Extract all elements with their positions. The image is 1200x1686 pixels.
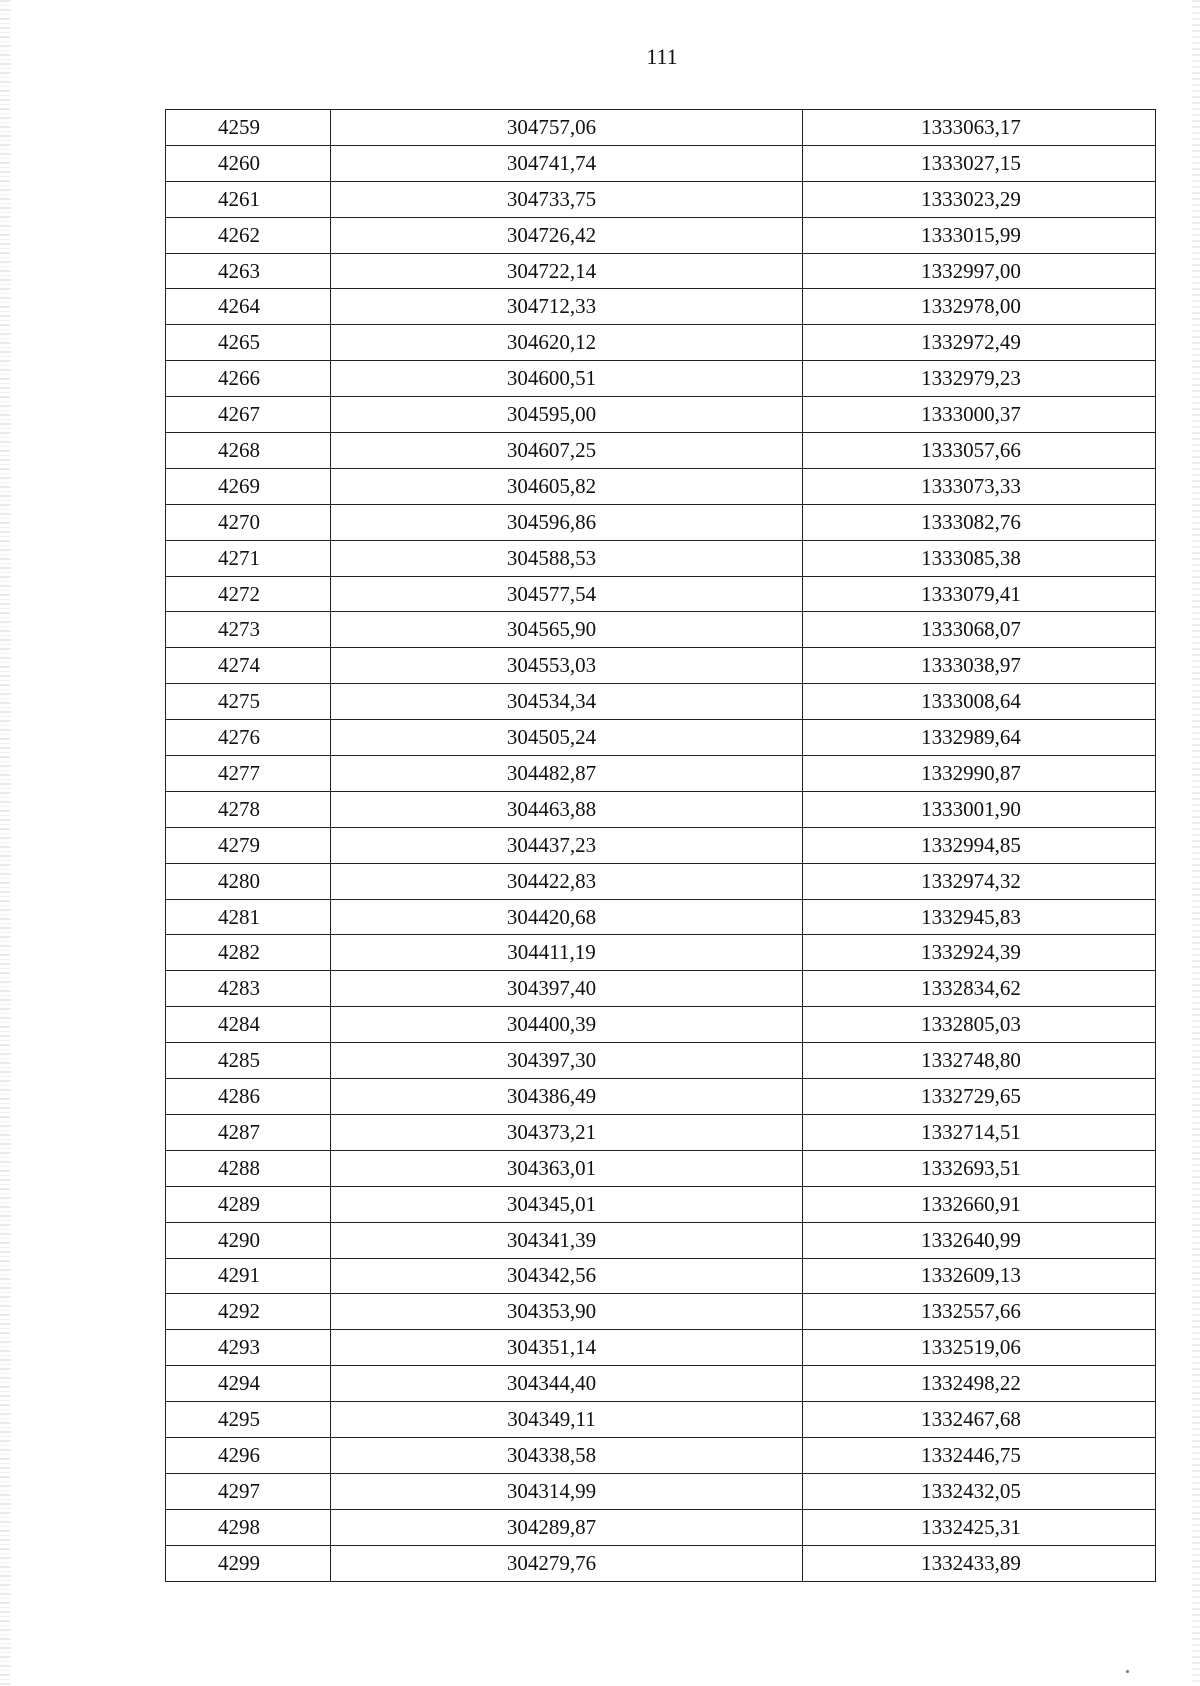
table-row: [166, 756, 1156, 792]
table-row: [166, 576, 1156, 612]
table-row: [166, 1402, 1156, 1438]
table-row: [166, 1509, 1156, 1545]
coordinate-x-cell: 1333023,29: [803, 181, 1156, 217]
point-number-cell: 4291: [166, 1258, 331, 1294]
coordinate-x-cell: 1332924,39: [803, 935, 1156, 971]
coordinate-x-cell: 1332498,22: [803, 1366, 1156, 1402]
table-row: [166, 181, 1156, 217]
coordinate-x-cell: 1333063,17: [803, 110, 1156, 146]
point-number-cell: 4281: [166, 899, 331, 935]
coordinate-x-cell: 1332446,75: [803, 1437, 1156, 1473]
point-number-cell: 4266: [166, 361, 331, 397]
coordinate-y-cell: 304289,87: [331, 1509, 803, 1545]
coordinates-table-body: [166, 110, 1156, 1582]
coordinate-y-cell: 304605,82: [331, 468, 803, 504]
coordinate-x-cell: 1332467,68: [803, 1402, 1156, 1438]
scan-speck: [1126, 1670, 1129, 1673]
point-number-cell: 4283: [166, 971, 331, 1007]
table-row: [166, 361, 1156, 397]
table-row: [166, 827, 1156, 863]
point-number-cell: 4288: [166, 1150, 331, 1186]
coordinate-y-cell: 304463,88: [331, 791, 803, 827]
table-row: [166, 1007, 1156, 1043]
coordinate-y-cell: 304386,49: [331, 1079, 803, 1115]
coordinate-x-cell: 1332714,51: [803, 1114, 1156, 1150]
point-number-cell: 4295: [166, 1402, 331, 1438]
coordinate-x-cell: 1332974,32: [803, 863, 1156, 899]
table-row: [166, 899, 1156, 935]
coordinate-y-cell: 304345,01: [331, 1186, 803, 1222]
point-number-cell: 4290: [166, 1222, 331, 1258]
point-number-cell: 4267: [166, 397, 331, 433]
point-number-cell: 4296: [166, 1437, 331, 1473]
point-number-cell: 4284: [166, 1007, 331, 1043]
coordinate-x-cell: 1332519,06: [803, 1330, 1156, 1366]
coordinate-y-cell: 304363,01: [331, 1150, 803, 1186]
coordinate-y-cell: 304600,51: [331, 361, 803, 397]
table-row: [166, 1545, 1156, 1581]
coordinate-x-cell: 1333008,64: [803, 684, 1156, 720]
coordinate-y-cell: 304397,40: [331, 971, 803, 1007]
point-number-cell: 4276: [166, 720, 331, 756]
coordinate-y-cell: 304349,11: [331, 1402, 803, 1438]
table-row: [166, 468, 1156, 504]
table-row: [166, 1437, 1156, 1473]
coordinate-y-cell: 304437,23: [331, 827, 803, 863]
point-number-cell: 4260: [166, 145, 331, 181]
point-number-cell: 4279: [166, 827, 331, 863]
point-number-cell: 4259: [166, 110, 331, 146]
coordinates-table: [165, 109, 1156, 1582]
table-row: [166, 935, 1156, 971]
point-number-cell: 4299: [166, 1545, 331, 1581]
coordinate-x-cell: 1333057,66: [803, 433, 1156, 469]
coordinate-y-cell: 304595,00: [331, 397, 803, 433]
coordinate-x-cell: 1332805,03: [803, 1007, 1156, 1043]
table-row: [166, 684, 1156, 720]
table-row: [166, 433, 1156, 469]
table-row: [166, 540, 1156, 576]
coordinate-x-cell: 1333015,99: [803, 217, 1156, 253]
table-row: [166, 397, 1156, 433]
table-row: [166, 863, 1156, 899]
table-row: [166, 1294, 1156, 1330]
table-row: [166, 289, 1156, 325]
coordinate-x-cell: 1332990,87: [803, 756, 1156, 792]
point-number-cell: 4277: [166, 756, 331, 792]
point-number-cell: 4297: [166, 1473, 331, 1509]
table-row: [166, 1043, 1156, 1079]
coordinate-x-cell: 1332979,23: [803, 361, 1156, 397]
point-number-cell: 4269: [166, 468, 331, 504]
coordinate-x-cell: 1332609,13: [803, 1258, 1156, 1294]
point-number-cell: 4298: [166, 1509, 331, 1545]
coordinate-x-cell: 1333082,76: [803, 504, 1156, 540]
coordinate-x-cell: 1332945,83: [803, 899, 1156, 935]
point-number-cell: 4294: [166, 1366, 331, 1402]
table-row: [166, 1330, 1156, 1366]
point-number-cell: 4268: [166, 433, 331, 469]
table-row: [166, 720, 1156, 756]
coordinate-x-cell: 1332729,65: [803, 1079, 1156, 1115]
table-row: [166, 1186, 1156, 1222]
coordinate-y-cell: 304733,75: [331, 181, 803, 217]
table-row: [166, 612, 1156, 648]
table-row: [166, 648, 1156, 684]
coordinate-x-cell: 1333073,33: [803, 468, 1156, 504]
coordinate-y-cell: 304534,34: [331, 684, 803, 720]
coordinate-y-cell: 304420,68: [331, 899, 803, 935]
coordinate-x-cell: 1333001,90: [803, 791, 1156, 827]
coordinate-x-cell: 1332748,80: [803, 1043, 1156, 1079]
point-number-cell: 4272: [166, 576, 331, 612]
coordinate-y-cell: 304341,39: [331, 1222, 803, 1258]
table-row: [166, 145, 1156, 181]
table-row: [166, 1150, 1156, 1186]
coordinate-x-cell: 1333038,97: [803, 648, 1156, 684]
table-row: [166, 791, 1156, 827]
page-number: 111: [646, 44, 678, 69]
coordinate-y-cell: 304353,90: [331, 1294, 803, 1330]
table-row: [166, 1473, 1156, 1509]
coordinate-x-cell: 1332660,91: [803, 1186, 1156, 1222]
point-number-cell: 4271: [166, 540, 331, 576]
table-row: [166, 1114, 1156, 1150]
coordinate-x-cell: 1332994,85: [803, 827, 1156, 863]
coordinate-y-cell: 304565,90: [331, 612, 803, 648]
point-number-cell: 4280: [166, 863, 331, 899]
coordinate-x-cell: 1332432,05: [803, 1473, 1156, 1509]
coordinate-y-cell: 304577,54: [331, 576, 803, 612]
coordinate-y-cell: 304344,40: [331, 1366, 803, 1402]
coordinate-y-cell: 304722,14: [331, 253, 803, 289]
point-number-cell: 4289: [166, 1186, 331, 1222]
coordinate-x-cell: 1332693,51: [803, 1150, 1156, 1186]
scan-edge-right: [1192, 0, 1200, 1686]
coordinate-x-cell: 1332557,66: [803, 1294, 1156, 1330]
table-row: [166, 325, 1156, 361]
coordinate-x-cell: 1332989,64: [803, 720, 1156, 756]
table-row: [166, 253, 1156, 289]
point-number-cell: 4262: [166, 217, 331, 253]
table-row: [166, 504, 1156, 540]
coordinate-y-cell: 304596,86: [331, 504, 803, 540]
table-row: [166, 1222, 1156, 1258]
coordinate-x-cell: 1332433,89: [803, 1545, 1156, 1581]
coordinate-x-cell: 1333085,38: [803, 540, 1156, 576]
point-number-cell: 4274: [166, 648, 331, 684]
point-number-cell: 4273: [166, 612, 331, 648]
coordinate-y-cell: 304351,14: [331, 1330, 803, 1366]
coordinate-x-cell: 1333000,37: [803, 397, 1156, 433]
coordinate-y-cell: 304279,76: [331, 1545, 803, 1581]
coordinate-y-cell: 304607,25: [331, 433, 803, 469]
coordinate-y-cell: 304726,42: [331, 217, 803, 253]
point-number-cell: 4282: [166, 935, 331, 971]
point-number-cell: 4285: [166, 1043, 331, 1079]
table-row: [166, 217, 1156, 253]
point-number-cell: 4293: [166, 1330, 331, 1366]
coordinate-y-cell: 304314,99: [331, 1473, 803, 1509]
coordinate-y-cell: 304400,39: [331, 1007, 803, 1043]
point-number-cell: 4292: [166, 1294, 331, 1330]
point-number-cell: 4287: [166, 1114, 331, 1150]
point-number-cell: 4286: [166, 1079, 331, 1115]
coordinate-x-cell: 1332972,49: [803, 325, 1156, 361]
table-row: [166, 1258, 1156, 1294]
point-number-cell: 4270: [166, 504, 331, 540]
point-number-cell: 4263: [166, 253, 331, 289]
coordinate-x-cell: 1332978,00: [803, 289, 1156, 325]
coordinate-y-cell: 304338,58: [331, 1437, 803, 1473]
table-row: [166, 110, 1156, 146]
point-number-cell: 4261: [166, 181, 331, 217]
coordinate-y-cell: 304741,74: [331, 145, 803, 181]
coordinate-y-cell: 304411,19: [331, 935, 803, 971]
coordinate-x-cell: 1332834,62: [803, 971, 1156, 1007]
scan-edge-left: [0, 0, 10, 1686]
coordinate-y-cell: 304620,12: [331, 325, 803, 361]
coordinate-x-cell: 1333079,41: [803, 576, 1156, 612]
table-row: [166, 1366, 1156, 1402]
coordinate-y-cell: 304588,53: [331, 540, 803, 576]
coordinate-x-cell: 1332425,31: [803, 1509, 1156, 1545]
coordinate-y-cell: 304342,56: [331, 1258, 803, 1294]
coordinate-x-cell: 1332640,99: [803, 1222, 1156, 1258]
coordinate-y-cell: 304373,21: [331, 1114, 803, 1150]
coordinate-y-cell: 304397,30: [331, 1043, 803, 1079]
point-number-cell: 4265: [166, 325, 331, 361]
coordinate-y-cell: 304712,33: [331, 289, 803, 325]
point-number-cell: 4278: [166, 791, 331, 827]
coordinate-x-cell: 1333068,07: [803, 612, 1156, 648]
point-number-cell: 4275: [166, 684, 331, 720]
coordinate-x-cell: 1332997,00: [803, 253, 1156, 289]
table-row: [166, 1079, 1156, 1115]
coordinate-y-cell: 304757,06: [331, 110, 803, 146]
coordinate-y-cell: 304422,83: [331, 863, 803, 899]
coordinate-y-cell: 304505,24: [331, 720, 803, 756]
point-number-cell: 4264: [166, 289, 331, 325]
coordinate-y-cell: 304553,03: [331, 648, 803, 684]
table-row: [166, 971, 1156, 1007]
coordinate-y-cell: 304482,87: [331, 756, 803, 792]
coordinate-x-cell: 1333027,15: [803, 145, 1156, 181]
